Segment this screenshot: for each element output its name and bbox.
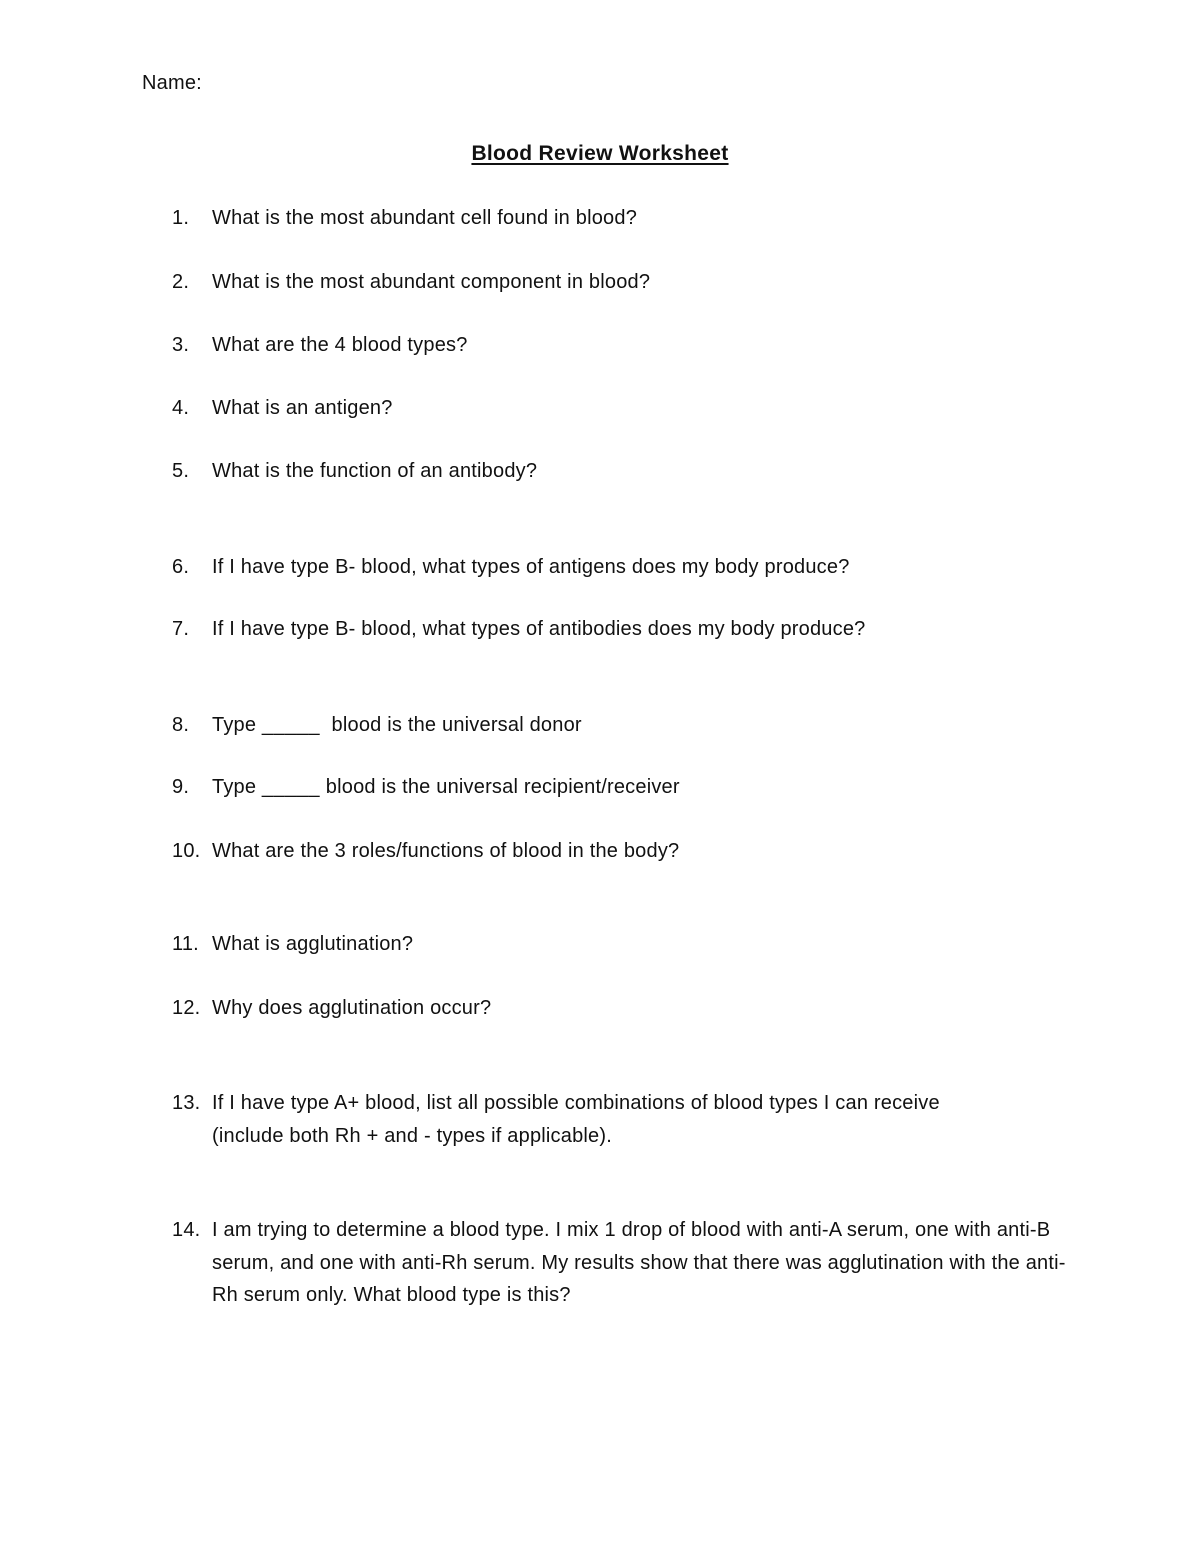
question-number: 7. bbox=[172, 618, 190, 640]
question-item bbox=[172, 709, 1072, 742]
question-item bbox=[172, 266, 1072, 299]
name-label: Name: bbox=[142, 72, 202, 94]
question-text: What is agglutination? bbox=[212, 933, 414, 955]
question-item bbox=[172, 1214, 1072, 1312]
question-text bbox=[212, 771, 1072, 804]
question-text-post: blood is the universal donor bbox=[320, 714, 582, 736]
question-text: Why does agglutination occur? bbox=[212, 997, 492, 1019]
question-text: If I have type A+ blood, list all possible combinations of blood types I can receive (include both Rh + and - types if applicable). bbox=[212, 1092, 946, 1147]
question-text bbox=[212, 709, 1072, 742]
question-text: What is the most abundant cell found in blood? bbox=[212, 207, 638, 229]
question-number: 1. bbox=[172, 207, 190, 229]
question-item bbox=[172, 392, 1072, 425]
question-text-pre: Type bbox=[212, 776, 262, 798]
question-text-post: blood is the universal recipient/receiver bbox=[320, 776, 680, 798]
question-text: What is an antigen? bbox=[212, 397, 393, 419]
question-text: What are the 3 roles/functions of blood in the body? bbox=[212, 840, 680, 862]
question-number: 10. bbox=[172, 840, 201, 862]
question-number: 2. bbox=[172, 271, 190, 293]
question-item bbox=[172, 992, 1072, 1025]
question-item bbox=[172, 551, 1072, 584]
question-item bbox=[172, 613, 1072, 646]
question-text: I am trying to determine a blood type. I mix 1 drop of blood with anti-A serum, one with anti-B serum, and one with anti-Rh serum. My results show that there was agglutination with the anti-Rh serum only. What blood type is this? bbox=[212, 1219, 1066, 1306]
question-number: 8. bbox=[172, 714, 190, 736]
question-number: 9. bbox=[172, 776, 190, 798]
question-text: What are the 4 blood types? bbox=[212, 334, 468, 356]
question-text: What is the function of an antibody? bbox=[212, 460, 538, 482]
question-number: 5. bbox=[172, 460, 190, 482]
question-text: What is the most abundant component in blood? bbox=[212, 271, 651, 293]
fill-in-blank: _____ bbox=[261, 714, 321, 736]
question-item bbox=[172, 329, 1072, 362]
question-number: 11. bbox=[172, 933, 199, 955]
question-item bbox=[172, 771, 1072, 804]
question-item bbox=[172, 455, 1072, 488]
question-text: If I have type B- blood, what types of antigens does my body produce? bbox=[212, 556, 850, 578]
question-number: 12. bbox=[172, 997, 201, 1019]
fill-in-blank: _____ bbox=[261, 776, 321, 798]
question-item bbox=[172, 928, 1072, 961]
question-number: 3. bbox=[172, 334, 190, 356]
question-number: 4. bbox=[172, 397, 190, 419]
question-item bbox=[172, 835, 1072, 868]
question-number: 14. bbox=[172, 1219, 201, 1241]
question-item bbox=[172, 1087, 1012, 1152]
page-title: Blood Review Worksheet bbox=[471, 142, 729, 165]
question-number: 13. bbox=[172, 1092, 201, 1114]
question-text-pre: Type bbox=[212, 714, 262, 736]
question-number: 6. bbox=[172, 556, 190, 578]
question-text: If I have type B- blood, what types of antibodies does my body produce? bbox=[212, 618, 866, 640]
question-item bbox=[172, 202, 1072, 235]
